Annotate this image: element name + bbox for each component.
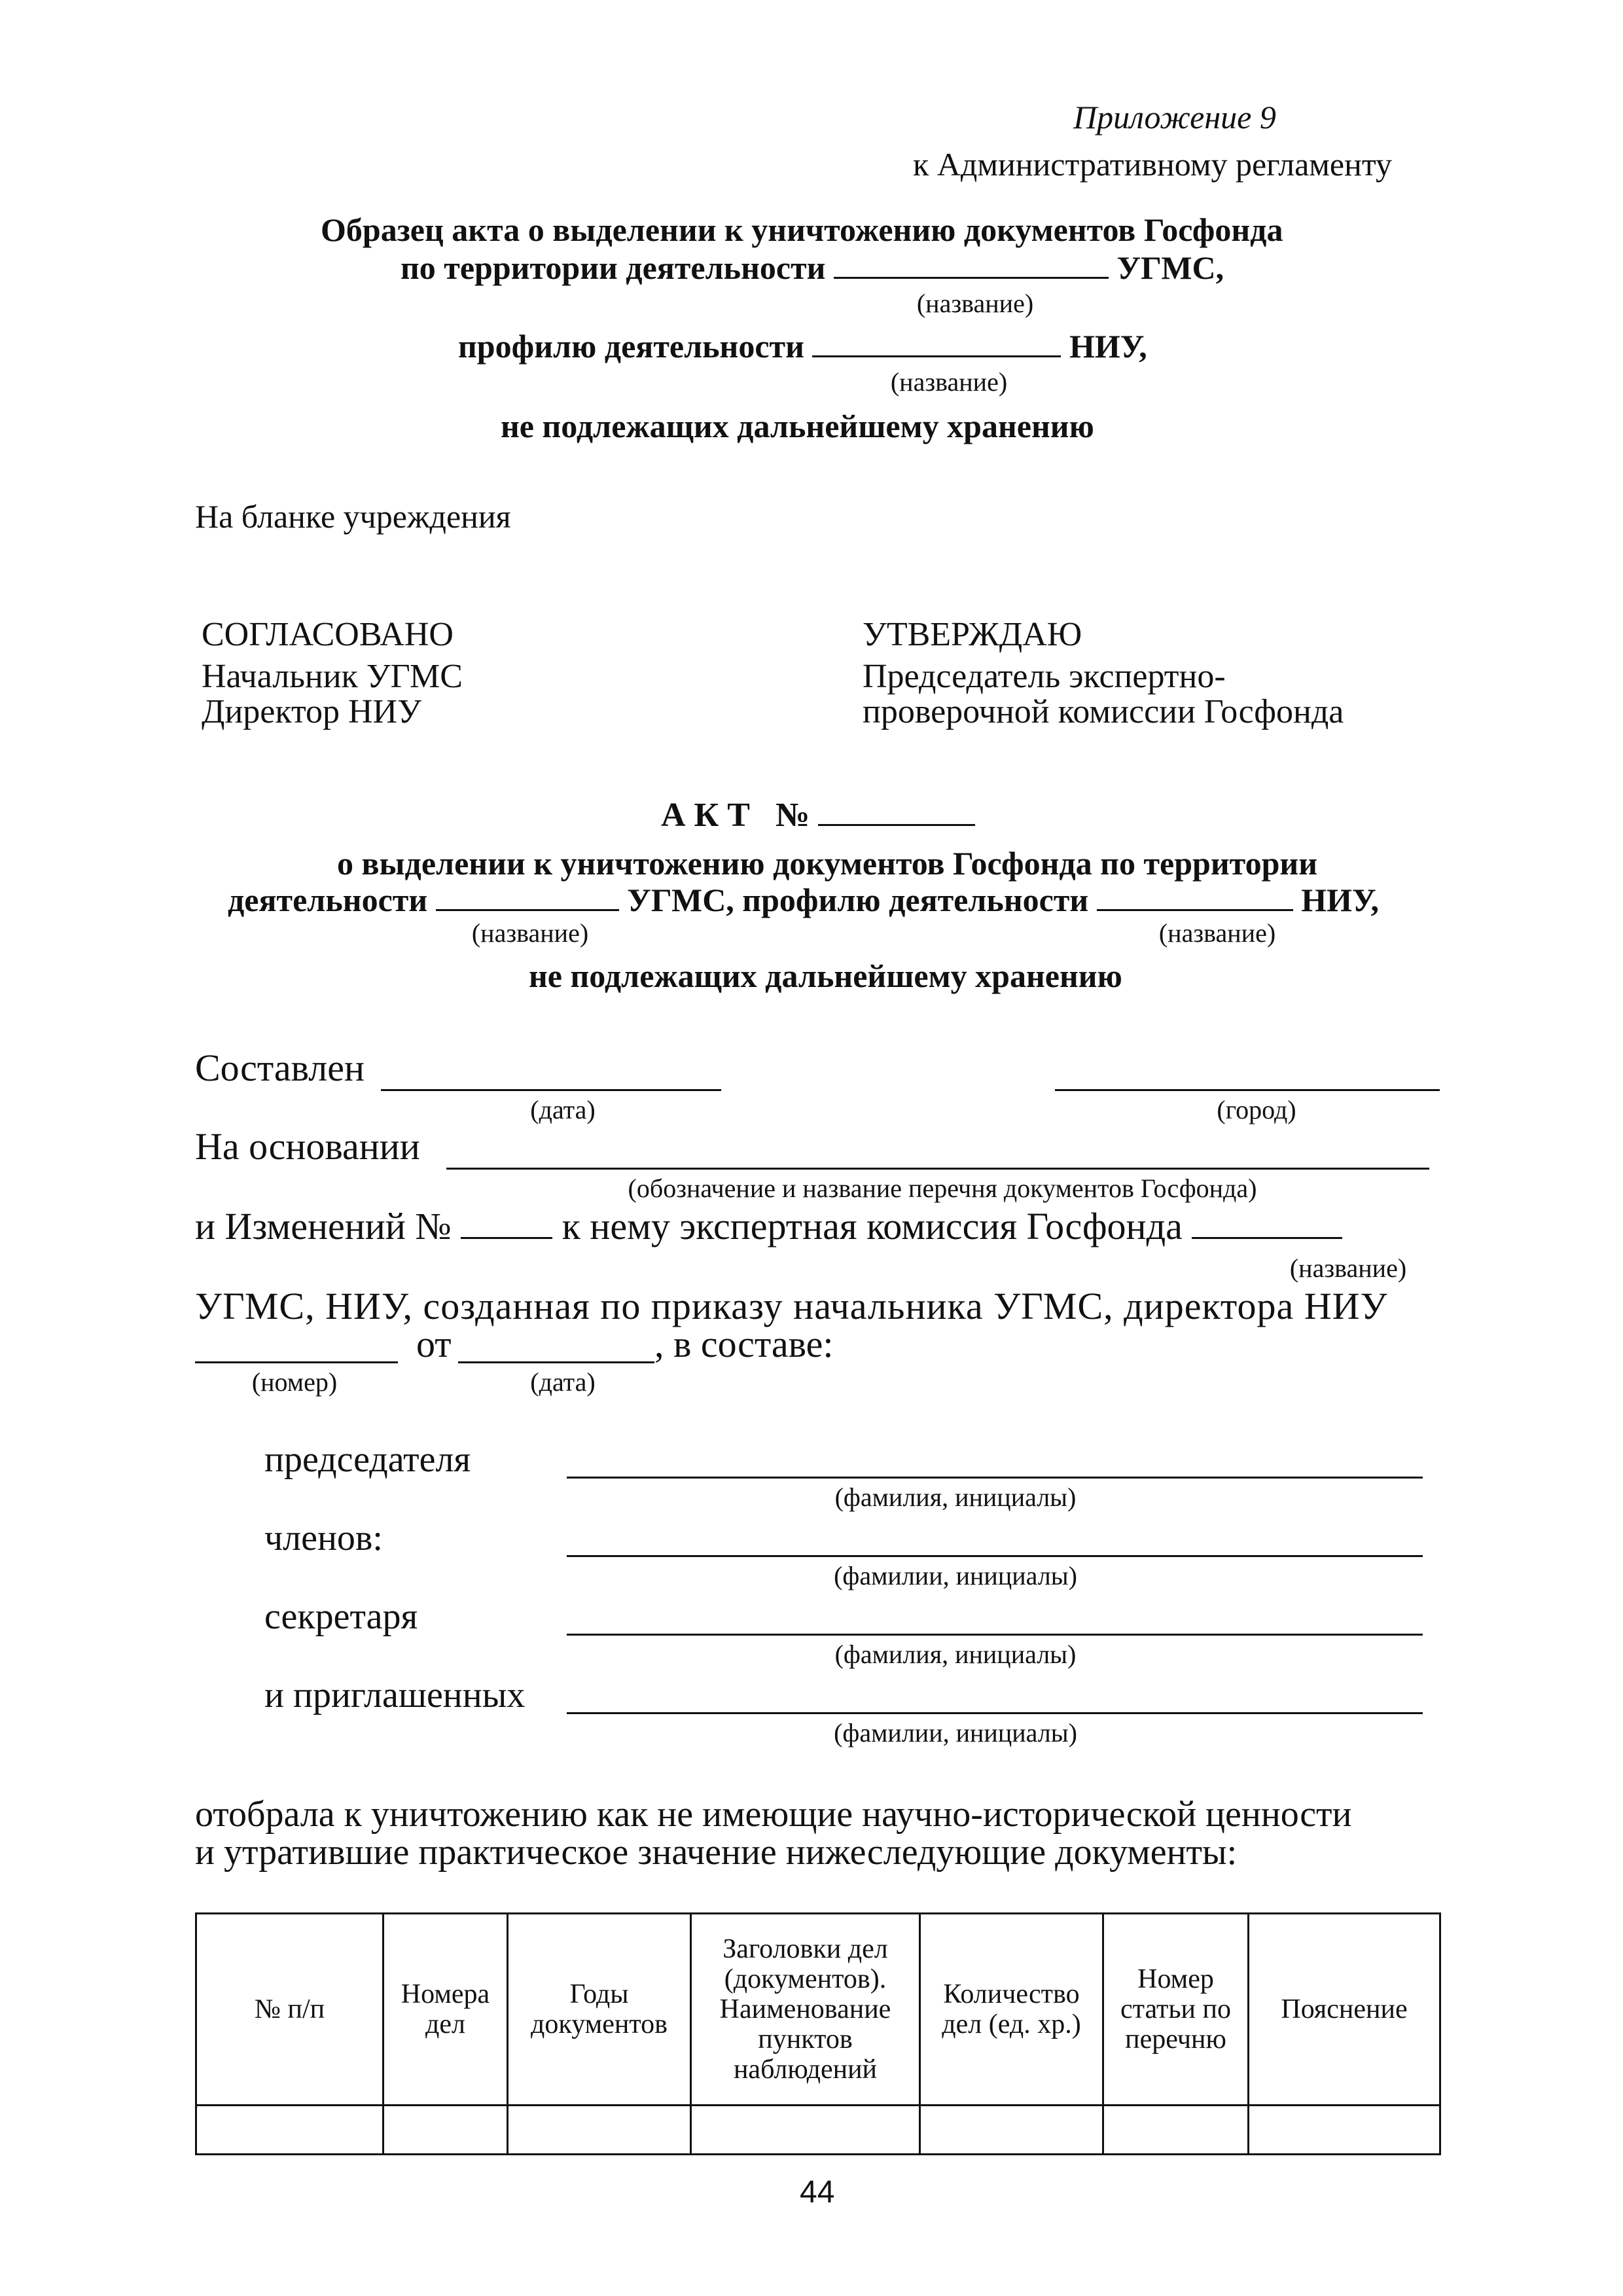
- document-title-line4: не подлежащих дальнейшему хранению: [501, 408, 1094, 444]
- act-profile-blank: [1097, 909, 1293, 911]
- table-cell: [383, 2106, 508, 2155]
- changes-number-blank: [461, 1237, 552, 1239]
- invited-label: и приглашенных: [264, 1675, 526, 1715]
- act-name-caption-a: (название): [471, 918, 589, 948]
- act-niu-label: НИУ,: [1301, 882, 1380, 918]
- commission-name-caption: (название): [1289, 1253, 1407, 1283]
- appendix-to-label: к Административному регламенту: [913, 146, 1393, 183]
- created-by-order-label: УГМС, НИУ, созданная по приказу начальника УГМС, директора НИУ: [195, 1285, 1388, 1327]
- order-number-caption: (номер): [251, 1367, 338, 1397]
- act-number-blank: [818, 824, 975, 826]
- title-territory-label: по территории деятельности: [401, 249, 826, 286]
- expert-commission-label: к нему экспертная комиссия Госфонда: [562, 1205, 1183, 1247]
- members-caption: (фамилии, инициалы): [834, 1561, 1077, 1590]
- agreed-position-2: Директор НИУ: [202, 693, 421, 730]
- table-cell: [1249, 2106, 1440, 2155]
- composition-label: , в составе:: [654, 1323, 834, 1365]
- members-label: членов:: [264, 1518, 383, 1558]
- document-title-line3: [458, 327, 1147, 365]
- table-row: [196, 2106, 1440, 2155]
- invited-blank: [567, 1712, 1423, 1714]
- column-header-case-count: Количество дел (ед. хр.): [920, 1914, 1103, 2106]
- chairman-blank: [567, 1477, 1423, 1479]
- order-date-caption: (дата): [530, 1367, 596, 1397]
- commission-name-blank: [1192, 1237, 1342, 1239]
- column-header-number: № п/п: [196, 1914, 383, 2106]
- chairman-label: председателя: [264, 1439, 471, 1480]
- basis-blank: [446, 1168, 1429, 1170]
- from-label: от: [416, 1323, 452, 1365]
- appendix-label: Приложение 9: [1073, 99, 1276, 135]
- column-header-case-titles: Заголовки дел (документов). Наименование пунктов наблюдений: [691, 1914, 920, 2106]
- column-header-article-number: Номер статьи по перечню: [1103, 1914, 1249, 2106]
- column-header-case-numbers: Номера дел: [383, 1914, 508, 2106]
- changes-line: [195, 1204, 1342, 1248]
- act-subject-line1: о выделении к уничтожению документов Госфонда по территории: [337, 845, 1317, 882]
- table-cell: [508, 2106, 691, 2155]
- act-territory-label: деятельности: [228, 882, 428, 918]
- act-ugms-profile-label: УГМС, профилю деятельности: [627, 882, 1089, 918]
- city-blank: [1055, 1089, 1440, 1091]
- table-cell: [691, 2106, 920, 2155]
- changes-label: и Изменений №: [195, 1205, 452, 1247]
- chairman-caption: (фамилия, инициалы): [834, 1482, 1077, 1512]
- column-header-explanation: Пояснение: [1249, 1914, 1440, 2106]
- title-profile-blank: [812, 355, 1061, 357]
- invited-caption: (фамилии, инициалы): [834, 1718, 1077, 1748]
- order-date-blank: [458, 1361, 654, 1363]
- title-name-caption-2: (название): [890, 367, 1008, 397]
- column-header-document-years: Годы документов: [508, 1914, 691, 2106]
- compiled-date-blank: [381, 1089, 721, 1091]
- document-title-line2: [401, 249, 1224, 287]
- table-header-row: [196, 1914, 1440, 2106]
- secretary-caption: (фамилия, инициалы): [834, 1640, 1077, 1669]
- approve-position-1: Председатель экспертно-: [863, 658, 1226, 695]
- compiled-label: Составлен: [195, 1047, 365, 1089]
- table-cell: [1103, 2106, 1249, 2155]
- act-territory-blank: [436, 909, 619, 911]
- letterhead-note: На бланке учреждения: [195, 498, 511, 535]
- approve-heading: УТВЕРЖДАЮ: [863, 616, 1082, 653]
- conclusion-line2: и утратившие практическое значение нижеследующие документы:: [195, 1832, 1238, 1873]
- title-ugms-label: УГМС,: [1116, 249, 1224, 286]
- act-heading: [661, 796, 975, 834]
- date-caption: (дата): [530, 1095, 596, 1124]
- table-cell: [920, 2106, 1103, 2155]
- act-subject-line3: не подлежащих дальнейшему хранению: [529, 958, 1122, 994]
- document-title-line1: Образец акта о выделении к уничтожению документов Госфонда: [321, 211, 1283, 248]
- city-caption: (город): [1217, 1095, 1296, 1124]
- basis-label: На основании: [195, 1125, 420, 1168]
- secretary-label: секретаря: [264, 1596, 418, 1637]
- title-name-caption-1: (название): [916, 289, 1034, 318]
- approve-position-2: проверочной комиссии Госфонда: [863, 693, 1344, 730]
- table-cell: [196, 2106, 383, 2155]
- basis-caption: (обозначение и название перечня документов Госфонда): [628, 1174, 1257, 1203]
- secretary-blank: [567, 1634, 1423, 1636]
- agreed-heading: СОГЛАСОВАНО: [202, 616, 454, 653]
- page-number: 44: [800, 2175, 835, 2210]
- conclusion-line1: отобрала к уничтожению как не имеющие научно-исторической ценности: [195, 1794, 1352, 1835]
- title-territory-blank: [834, 277, 1109, 279]
- title-niu-label: НИУ,: [1069, 328, 1147, 365]
- title-profile-label: профилю деятельности: [458, 328, 804, 365]
- act-name-caption-b: (название): [1158, 918, 1276, 948]
- agreed-position-1: Начальник УГМС: [202, 658, 463, 695]
- members-blank: [567, 1555, 1423, 1557]
- act-subject-line2: [228, 881, 1379, 919]
- order-number-blank: [195, 1361, 398, 1363]
- documents-table: [195, 1912, 1441, 2155]
- act-number-label: А К Т №: [661, 797, 810, 834]
